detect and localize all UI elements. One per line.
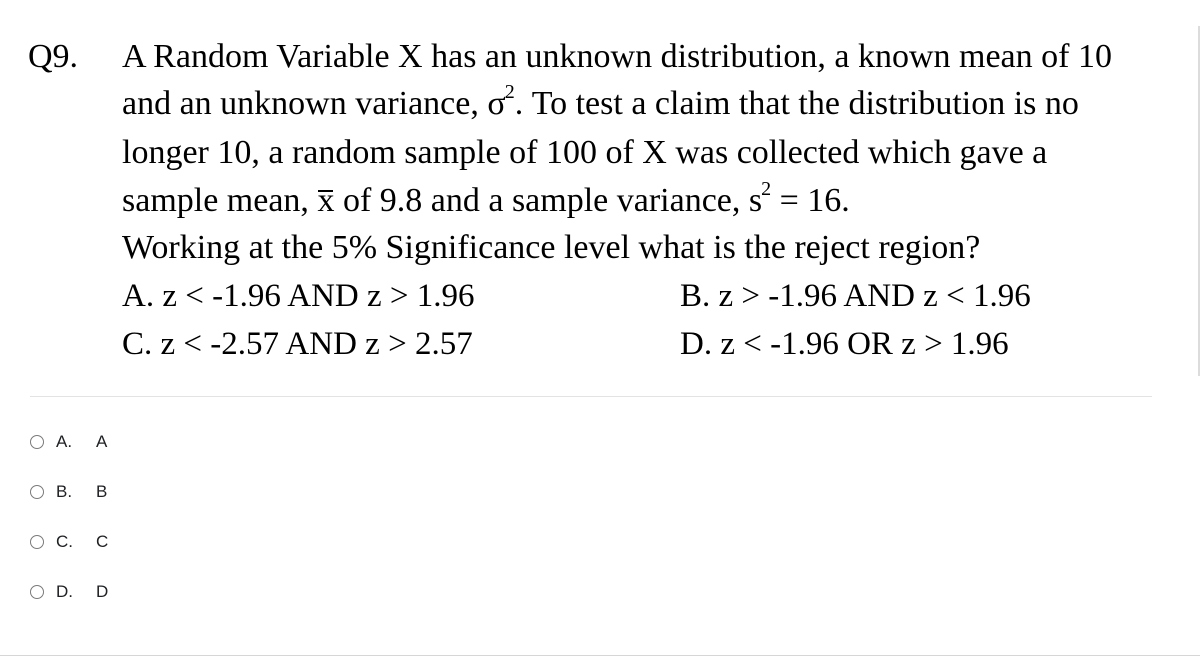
sample-mean-symbol: x bbox=[317, 182, 335, 219]
question-line-2-start: and an unknown variance, σ bbox=[122, 85, 506, 122]
question-line-2-end: . To test a claim that the distribution is no bbox=[514, 85, 1079, 122]
question-line-1: A Random Variable X has an unknown distribution, a known mean of 10 bbox=[122, 38, 1112, 75]
radio-icon[interactable] bbox=[30, 585, 44, 599]
variance-superscript: 2 bbox=[504, 81, 515, 103]
choice-label: C bbox=[96, 532, 109, 551]
question-line-4 bbox=[122, 178, 850, 219]
option-a-text: A. z < -1.96 AND z > 1.96 bbox=[122, 278, 475, 314]
question-line-5: Working at the 5% Significance level what is the reject region? bbox=[122, 229, 981, 266]
option-b-text: B. z > -1.96 AND z < 1.96 bbox=[680, 278, 1031, 314]
choice-letter: C. bbox=[56, 532, 73, 551]
option-c-text: C. z < -2.57 AND z > 2.57 bbox=[122, 326, 473, 362]
question-line-4-end: = 16. bbox=[771, 182, 850, 219]
question-line-4-middle: of 9.8 and a sample variance, s bbox=[334, 182, 763, 219]
question-number: Q9. bbox=[28, 38, 79, 75]
choice-c[interactable] bbox=[30, 527, 108, 557]
question-line-2 bbox=[122, 81, 1079, 122]
choice-letter: B. bbox=[56, 482, 73, 501]
question-line-3: longer 10, a random sample of 100 of X was collected which gave a bbox=[122, 134, 1048, 171]
sample-variance-superscript: 2 bbox=[761, 178, 772, 200]
choice-label: A bbox=[96, 432, 108, 451]
divider bbox=[30, 396, 1152, 397]
radio-icon[interactable] bbox=[30, 485, 44, 499]
choice-label: B bbox=[96, 482, 108, 501]
bottom-divider bbox=[0, 655, 1200, 656]
radio-icon[interactable] bbox=[30, 535, 44, 549]
choice-letter: D. bbox=[56, 582, 73, 601]
radio-icon[interactable] bbox=[30, 435, 44, 449]
choice-b[interactable] bbox=[30, 477, 107, 507]
choice-a[interactable] bbox=[30, 427, 107, 457]
choice-label: D bbox=[96, 582, 109, 601]
question-line-4-start: sample mean, bbox=[122, 182, 318, 219]
choice-letter: A. bbox=[56, 432, 73, 451]
option-d-text: D. z < -1.96 OR z > 1.96 bbox=[680, 326, 1009, 362]
choice-d[interactable] bbox=[30, 577, 108, 607]
